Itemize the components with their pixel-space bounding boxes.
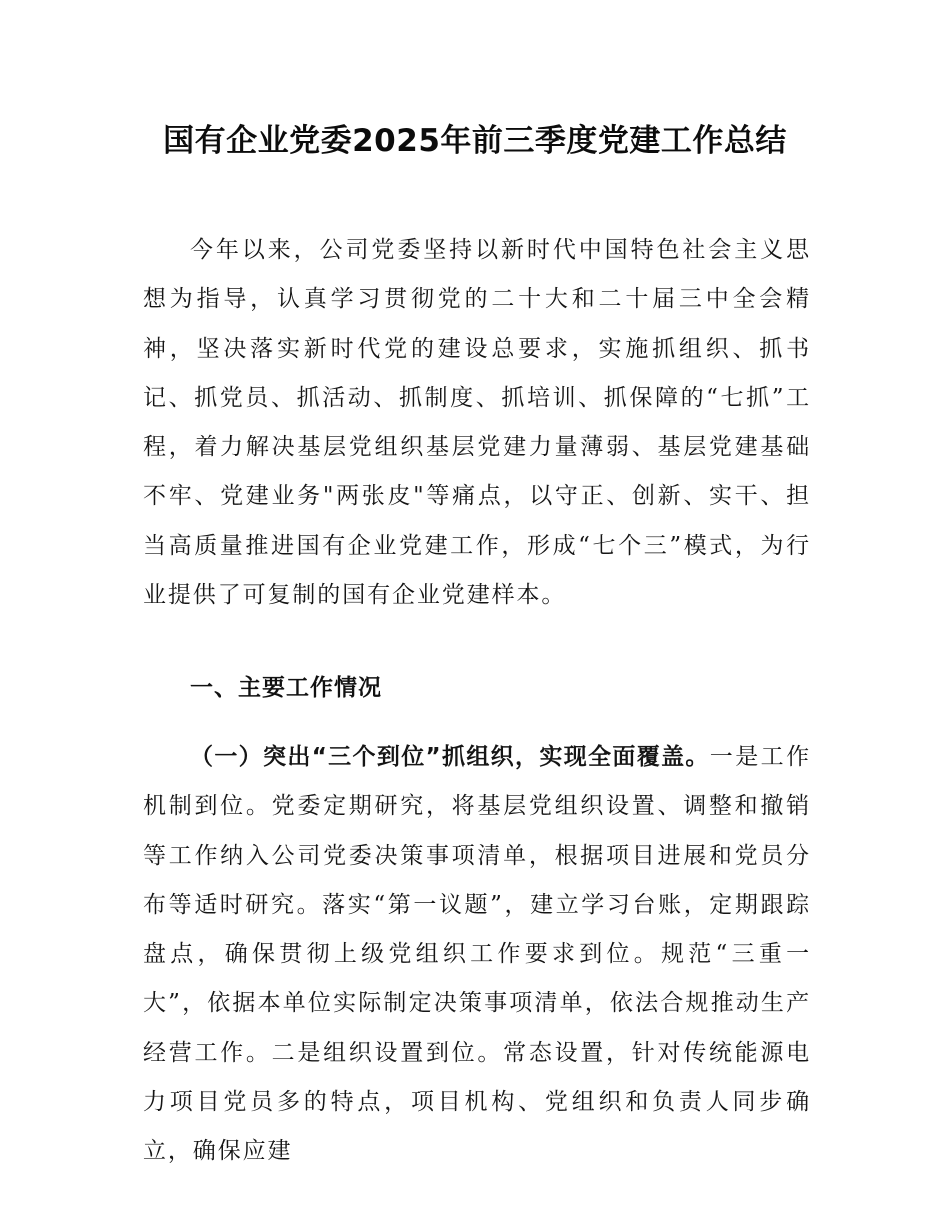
section-heading: 一、主要工作情况 [190, 675, 382, 701]
intro-paragraph: 今年以来，公司党委坚持以新时代中国特色社会主义思想为指导，认真学习贯彻党的二十大和二十届三中全会精神，坚决落实新时代党的建设总要求，实施抓组织、抓书记、抓党员、抓活动、抓制度、抓培训、抓保障的“七抓”工程，着力解决基层党组织基层党建力量薄弱、基层党建基础不牢、党建业务"两张皮"等痛点，以守正、创新、实干、担当高质量推进国有企业党建工作，形成“七个三”模式，为行业提供了可复制的国有企业党建样本。 [143, 237, 811, 609]
subsection-paragraph [143, 733, 811, 1177]
subsection-lead: （一）突出“三个到位”抓组织，实现全面覆盖。 [190, 744, 710, 770]
subsection-text: 一是工作机制到位。党委定期研究，将基层党组织设置、调整和撤销等工作纳入公司党委决策事项清单，根据项目进展和党员分布等适时研究。落实“第一议题”，建立学习台账，定期跟踪盘点，确保贯彻上级党组织工作要求到位。规范“三重一大”，依据本单位实际制定决策事项清单，依法合规推动生产经营工作。二是组织设置到位。常态设置，针对传统能源电力项目党员多的特点，项目机构、党组织和负责人同步确立，确保应建 [143, 744, 811, 1165]
document-title: 国有企业党委2025年前三季度党建工作总结 [163, 123, 787, 159]
